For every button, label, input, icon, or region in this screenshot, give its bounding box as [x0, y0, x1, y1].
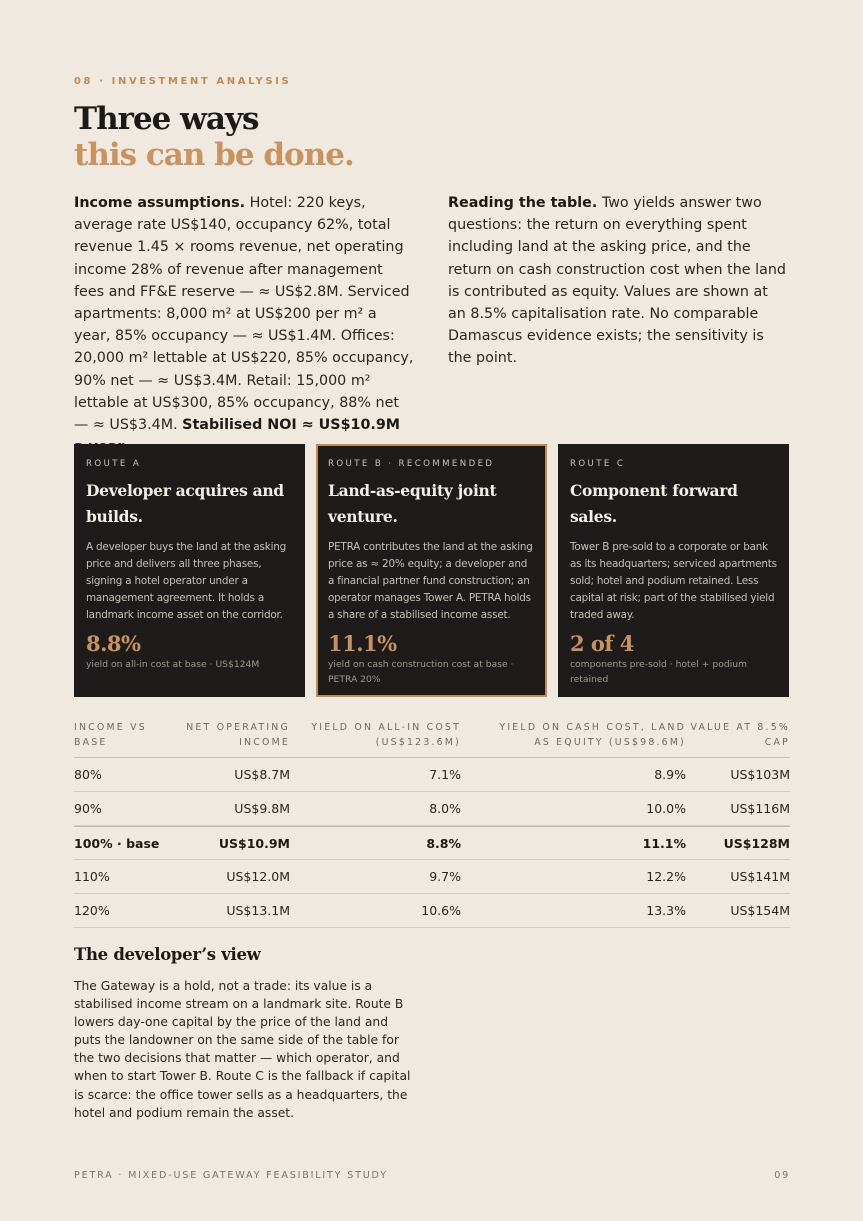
footer-document-title: PETRA · MIXED-USE GATEWAY FEASIBILITY STUDY [74, 1170, 388, 1181]
cell-income-vs-base: 110% [74, 869, 110, 884]
cell-value: US$128M [723, 836, 790, 851]
cell-value: US$141M [730, 869, 790, 884]
cell-yield-cash: 10.0% [646, 801, 686, 816]
header-net-operating-income: NET OPERATING INCOME [186, 722, 290, 748]
cell-yield-all-in: 9.7% [429, 869, 461, 884]
route-tag: ROUTE A [86, 459, 142, 469]
header-income-vs-base: INCOME VS BASE [74, 722, 147, 748]
route-figure-caption: components pre-sold · hotel + podium retained [570, 659, 748, 685]
table-row [74, 758, 790, 792]
route-figure: 2 of 4 [570, 631, 634, 656]
income-assumptions-lead: Income assumptions. [74, 195, 246, 211]
cell-noi: US$8.7M [234, 767, 290, 782]
header-yield-cash-cost: YIELD ON CASH COST, LAND AS EQUITY (US$98.6M) [499, 722, 686, 748]
route-title: Land-as-equity joint venture. [328, 481, 497, 526]
cell-noi: US$12.0M [226, 869, 290, 884]
cell-noi: US$10.9M [218, 836, 290, 851]
cell-income-vs-base: 100% · base [74, 836, 160, 851]
route-figure-caption: yield on all-in cost at base · US$124M [86, 659, 260, 670]
header-value-at-cap: VALUE AT 8.5% CAP [690, 722, 790, 748]
cell-yield-cash: 11.1% [642, 836, 686, 851]
cell-value: US$116M [730, 801, 790, 816]
title-line-1: Three ways [74, 101, 259, 137]
cell-yield-cash: 13.3% [646, 903, 686, 918]
section-eyebrow: 08 · INVESTMENT ANALYSIS [74, 76, 292, 87]
route-description: A developer buys the land at the asking price and delivers all three phases, signing a hotel operator under a management agreement. It holds a landmark income asset on the corridor. [86, 541, 287, 621]
table-row [74, 860, 790, 894]
cell-value: US$103M [730, 767, 790, 782]
cell-yield-cash: 12.2% [646, 869, 686, 884]
cell-yield-all-in: 7.1% [429, 767, 461, 782]
cell-yield-all-in: 10.6% [421, 903, 461, 918]
title-line-2: this can be done. [74, 137, 354, 173]
route-figure: 8.8% [86, 631, 141, 656]
table-row-base [74, 826, 790, 860]
route-tag: ROUTE B · RECOMMENDED [328, 459, 495, 469]
developer-view-body: The Gateway is a hold, not a trade: its value is a stabilised income stream on a landmark site. Route B lowers day-one capital by the price of the land and puts the landowner on the same side of the table for the two decisions that matter — which operator, and when to start Tower B. Route C is the fallback if capital is scarce: the office tower sells as a headquarters, the hotel and podium remain the asset. [74, 979, 411, 1120]
cell-noi: US$13.1M [226, 903, 290, 918]
reading-table-lead: Reading the table. [448, 195, 598, 211]
cell-yield-cash: 8.9% [654, 767, 686, 782]
cell-income-vs-base: 90% [74, 801, 102, 816]
stabilised-noi-summary: Stabilised NOI ≈ US$10.9M [182, 417, 401, 434]
cell-income-vs-base: 80% [74, 767, 102, 782]
table-row [74, 792, 790, 826]
cell-income-vs-base: 120% [74, 903, 110, 918]
route-tag: ROUTE C [570, 459, 626, 469]
route-title: Developer acquires and builds. [86, 481, 284, 526]
footer-page-number: 09 [774, 1170, 790, 1181]
income-assumptions-paragraph [74, 192, 414, 458]
reading-table-paragraph [448, 192, 790, 370]
reading-table-body: Two yields answer two questions: the return on everything spent including land at the asking price, and the return on cash construction cost when the land is contributed as equity. Values are shown at an 8.5% capitalisation rate. No comparable Damascus evidence exists; the sensitivity is the point. [448, 195, 786, 367]
route-card-b-recommended [316, 444, 547, 697]
route-card-c [558, 444, 789, 697]
income-assumptions-body: Hotel: 220 keys, average rate US$140, occupancy 62%, total revenue 1.45 × rooms revenue, net operating income 28% of revenue after management fees and FF&E reserve — ≈ US$2.8M. Serviced apartments: 8,000 m² at US$200 per m² a year, 85% occupancy — ≈ US$1.4M. Offices: 20,000 m² lettable at US$220, 85% occupancy, 90% net — ≈ US$3.4M. Retail: 15,000 m² lettable at US$300, 85% occupancy, 88% net — ≈ US$3.4M. [74, 195, 414, 434]
route-figure: 11.1% [328, 631, 397, 656]
route-title: Component forward sales. [570, 481, 738, 526]
route-cards [74, 444, 790, 697]
header-yield-all-in-cost: YIELD ON ALL-IN COST (US$123.6M) [311, 722, 461, 748]
table-row [74, 894, 790, 928]
cell-yield-all-in: 8.8% [426, 836, 461, 851]
developer-view-heading: The developer’s view [74, 945, 261, 964]
cell-noi: US$9.8M [234, 801, 290, 816]
route-description: Tower B pre-sold to a corporate or bank as its headquarters; serviced apartments sold; hotel and podium retained. Less capital at risk; part of the stabilised yield traded away. [570, 541, 777, 621]
page [74, 0, 790, 1221]
cell-yield-all-in: 8.0% [429, 801, 461, 816]
table-header-row [74, 720, 790, 758]
route-card-a [74, 444, 305, 697]
route-figure-caption: yield on cash construction cost at base · PETRA 20% [328, 659, 514, 685]
route-description: PETRA contributes the land at the asking price as ≈ 20% equity; a developer and a financial partner fund construction; an operator manages Tower A. PETRA holds a share of a stabilised income asset. [328, 541, 533, 621]
cell-value: US$154M [730, 903, 790, 918]
sensitivity-table [74, 720, 790, 928]
page-title [74, 101, 354, 173]
